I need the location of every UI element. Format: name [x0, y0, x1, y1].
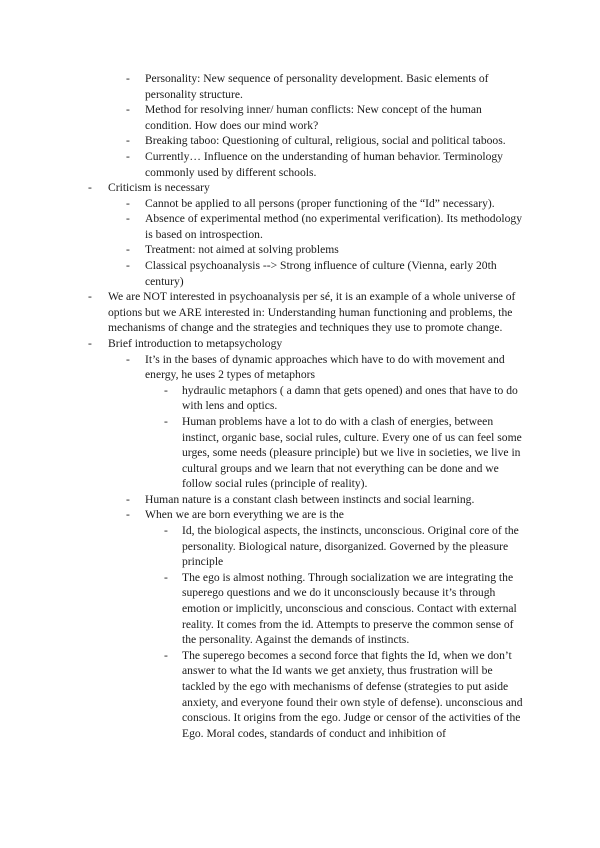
born-item	[0, 507, 600, 741]
bullet-dash: -	[126, 508, 130, 522]
bullet-dash: -	[164, 414, 168, 428]
list-item	[0, 242, 600, 258]
criticism-item	[0, 180, 600, 289]
bullet-dash: -	[164, 383, 168, 397]
bullet-dash: -	[126, 492, 130, 506]
bullet-dash: -	[126, 72, 130, 85]
list-item	[0, 523, 600, 570]
bullet-dash: -	[126, 352, 130, 366]
list-item-text: The ego is almost nothing. Through socialization we are integrating the superego questions and we do it unconsciously because it’s through emotion or implicitly, unconscious and conscious. Contact with external reality. It comes from the id. Attempts to preserve the common sense of the personality. Against the demands of instincts.	[182, 570, 517, 647]
list-item	[0, 258, 600, 289]
clash-item	[0, 492, 600, 508]
born-text: When we are born everything we are is the	[145, 508, 344, 522]
list-item-text: Absence of experimental method (no experimental verification). Its methodology is based on introspection.	[145, 212, 522, 241]
bullet-dash: -	[126, 258, 130, 272]
list-item-text: Cannot be applied to all persons (proper functioning of the “Id” necessary).	[145, 196, 495, 210]
list-item-text: Personality: New sequence of personality development. Basic elements of personality structure.	[145, 72, 489, 101]
list-item	[0, 149, 600, 180]
dynamic-item	[0, 352, 600, 492]
bullet-dash: -	[126, 212, 130, 226]
main-list	[0, 180, 600, 741]
list-item	[0, 196, 600, 212]
bullet-dash: -	[164, 648, 168, 662]
bullet-dash: -	[164, 570, 168, 584]
bullet-dash: -	[126, 243, 130, 257]
list-item-text: Classical psychoanalysis --> Strong influence of culture (Vienna, early 20th century)	[145, 258, 497, 288]
list-item-text: Id, the biological aspects, the instincts, unconscious. Original core of the personality. Biological nature, disorganized. Governed by the pleasure principle	[182, 524, 519, 569]
not-interested-item	[0, 289, 600, 336]
list-item-text: Method for resolving inner/ human conflicts: New concept of the human condition. How does our mind work?	[145, 103, 482, 132]
bullet-dash: -	[126, 149, 130, 163]
list-item	[0, 133, 600, 149]
dynamic-sublist	[0, 383, 600, 492]
criticism-title: Criticism is necessary	[108, 181, 210, 194]
top-sublist	[0, 71, 600, 180]
not-interested-text: We are NOT interested in psychoanalysis per sé, it is an example of a whole universe of options but we ARE interested in: Understanding human functioning and problems, the mechanisms of change and the strategies and techniques they use to promote change.	[108, 290, 516, 335]
list-item	[0, 648, 600, 742]
list-item	[0, 102, 600, 133]
list-item-text: Currently… Influence on the understanding of human behavior. Terminology commonly used by different schools.	[145, 149, 503, 179]
bullet-dash: -	[88, 336, 92, 350]
metapsychology-item	[0, 336, 600, 741]
criticism-sublist	[0, 196, 600, 290]
list-item-text: hydraulic metaphors ( a damn that gets opened) and ones that have to do with lens and optics.	[182, 383, 518, 413]
list-item-text: Treatment: not aimed at solving problems	[145, 243, 339, 257]
bullet-dash: -	[126, 196, 130, 210]
bullet-dash: -	[88, 290, 92, 304]
bullet-dash: -	[126, 134, 130, 148]
metapsychology-sublist	[0, 352, 600, 742]
bullet-dash: -	[88, 181, 92, 194]
list-item	[0, 414, 600, 492]
list-item	[0, 71, 600, 102]
list-item-text: Human problems have a lot to do with a clash of energies, between instinct, organic base, social rules, culture. Every one of us can feel some urges, some needs (pleasure principle) but we live in societies, we live in cultural groups and we learn that not everything can be done and we follow social rules (principle of reality).	[182, 414, 522, 491]
list-item	[0, 570, 600, 648]
list-item	[0, 211, 600, 242]
dynamic-text: It’s in the bases of dynamic approaches which have to do with movement and energy, he uses 2 types of metaphors	[145, 352, 505, 382]
bullet-dash: -	[164, 524, 168, 538]
born-sublist	[0, 523, 600, 741]
list-item-text: The superego becomes a second force that fights the Id, when we don’t answer to what the Id wants we get anxiety, thus frustration will be tackled by the ego with mechanisms of defense (strategies to put aside anxiety, and everyone found their own style of defense). unconscious and conscious. It origins from the ego. Judge or censor of the activities of the Ego. Moral codes, standards of conduct and inhibition of	[182, 648, 523, 740]
list-item	[0, 383, 600, 414]
list-item-text: Breaking taboo: Questioning of cultural, religious, social and political taboos.	[145, 134, 506, 148]
bullet-dash: -	[126, 103, 130, 117]
clash-text: Human nature is a constant clash between instincts and social learning.	[145, 492, 475, 506]
metapsychology-title: Brief introduction to metapsychology	[108, 336, 283, 350]
